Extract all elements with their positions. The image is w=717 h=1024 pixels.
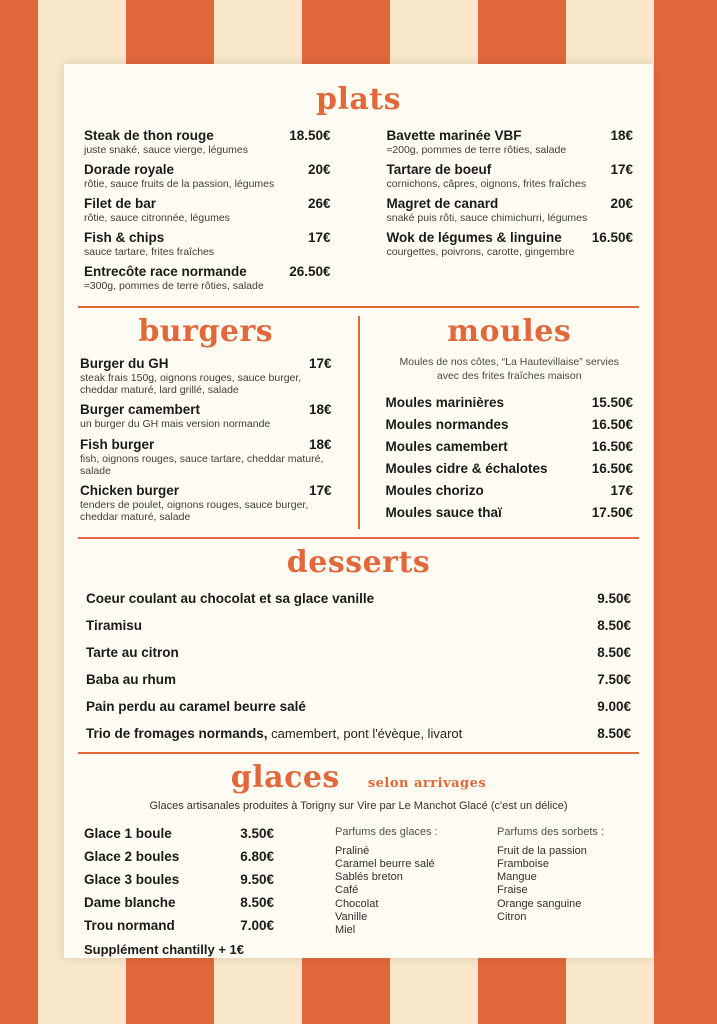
glaces-header <box>64 762 653 794</box>
item-name: Dorade royale <box>84 161 175 177</box>
item-price: 7.50€ <box>597 672 631 688</box>
menu-item <box>84 895 274 910</box>
menu-item <box>80 402 332 430</box>
plats-title: plats <box>315 82 402 117</box>
item-price: 26.50€ <box>289 263 331 279</box>
flavor-item: Orange sanguine <box>497 897 582 910</box>
item-name: Tartare de boeuf <box>386 161 492 177</box>
item-name: Entrecôte race normande <box>84 263 247 279</box>
menu-item <box>86 644 631 662</box>
item-price: 17€ <box>308 356 332 372</box>
item-name-wrap <box>86 590 374 608</box>
item-price: 8.50€ <box>597 726 631 742</box>
glaces-intro: Glaces artisanales produites à Torigny sur Vire par Le Manchot Glacé (c'est un délice) <box>149 799 568 812</box>
item-price: 16.50€ <box>591 460 633 476</box>
item-price: 6.80€ <box>240 848 274 864</box>
flavor-item: Praliné <box>335 844 370 857</box>
item-name: Glace 1 boule <box>84 825 172 841</box>
item-name: Filet de bar <box>84 195 157 211</box>
menu-item <box>386 439 634 454</box>
item-price: 20€ <box>610 195 633 211</box>
item-price: 9.50€ <box>240 871 274 887</box>
item-price: 17€ <box>610 161 633 177</box>
item-price: 17€ <box>307 229 331 245</box>
menu-item <box>387 128 634 156</box>
item-desc: juste snaké, sauce vierge, légumes <box>84 143 249 156</box>
menu-item <box>387 230 634 258</box>
flavor-item: Mangue <box>497 871 537 884</box>
item-name: Wok de légumes & linguine <box>386 229 562 245</box>
item-desc: courgettes, poivrons, carotte, gingembre <box>386 245 575 258</box>
flavor-item: Sablés breton <box>335 871 403 884</box>
item-name: Chicken burger <box>80 482 180 498</box>
menu-item <box>386 395 634 410</box>
flavor-item: Chocolat <box>335 897 379 910</box>
glaces-price-column <box>84 826 335 957</box>
glaces-title: glaces <box>230 760 340 796</box>
flavor-item: Caramel beurre salé <box>335 857 435 870</box>
item-name: Moules sauce thaï <box>385 504 502 520</box>
item-name-wrap <box>86 644 179 662</box>
menu-item <box>80 437 332 477</box>
item-name-wrap <box>86 671 176 689</box>
menu-item <box>84 264 331 292</box>
section-divider <box>78 752 639 754</box>
item-desc: snaké puis rôti, sauce chimichurri, légumes <box>386 211 588 224</box>
menu-item <box>386 505 634 520</box>
menu-item <box>84 826 274 841</box>
item-name: Baba au rhum <box>86 672 177 688</box>
chantilly-supplement: Supplément chantilly + 1€ <box>84 941 245 957</box>
glace-flavors-column <box>335 826 497 957</box>
item-name: Trio de fromages normands, <box>86 726 268 742</box>
menu-item <box>80 483 332 523</box>
menu-item <box>84 128 331 156</box>
item-name: Moules marinières <box>385 394 505 410</box>
desserts-list <box>64 590 653 743</box>
item-price: 18.50€ <box>289 127 331 143</box>
menu-item <box>387 196 634 224</box>
item-price: 20€ <box>307 161 331 177</box>
menu-item <box>86 590 631 608</box>
item-price: 17€ <box>308 482 332 498</box>
item-name: Bavette marinée VBF <box>386 127 522 143</box>
item-name: Moules normandes <box>385 416 509 432</box>
item-price: 18€ <box>308 436 332 452</box>
item-desc: cornichons, câpres, oignons, frites fraîches <box>386 177 587 190</box>
sorbet-flavors-column <box>497 826 633 957</box>
glaces-columns <box>64 826 653 957</box>
desserts-title: desserts <box>286 544 431 580</box>
item-price: 16.50€ <box>591 438 633 454</box>
moules-intro: Moules de nos côtes, “La Hautevillaise” servies avec des frites fraîches maison <box>399 356 619 382</box>
flavor-item: Vanille <box>335 910 368 923</box>
flavor-item: Café <box>335 884 359 897</box>
item-desc: tenders de poulet, oignons rouges, sauce burger, cheddar maturé, salade <box>80 498 309 523</box>
item-price: 9.50€ <box>597 591 631 607</box>
item-name: Burger du GH <box>80 356 169 372</box>
item-desc: rôtie, sauce citronnée, légumes <box>84 211 230 224</box>
menu-card <box>64 64 653 958</box>
section-burgers <box>64 313 358 529</box>
plats-column-right <box>387 128 634 298</box>
item-price: 8.50€ <box>597 618 631 634</box>
section-divider <box>78 306 639 308</box>
item-price: 8.50€ <box>240 894 274 910</box>
item-name: Tiramisu <box>86 618 143 634</box>
glaces-availability-tag: selon arrivages <box>367 776 487 792</box>
menu-item <box>84 196 331 224</box>
flavor-item: Miel <box>335 923 356 936</box>
menu-item <box>84 918 274 933</box>
plats-column-left <box>84 128 331 298</box>
section-glaces <box>64 762 653 957</box>
item-name: Glace 3 boules <box>84 871 180 887</box>
item-desc: sauce tartare, frites fraîches <box>84 245 215 258</box>
menu-item <box>86 725 631 743</box>
item-name-wrap <box>86 617 142 635</box>
menu-item <box>86 698 631 716</box>
item-desc: camembert, pont l'évèque, livarot <box>267 726 463 742</box>
section-desserts <box>64 544 653 744</box>
item-name-wrap <box>86 725 462 743</box>
menu-item <box>387 162 634 190</box>
item-name: Magret de canard <box>386 195 499 211</box>
menu-item <box>386 483 634 498</box>
item-desc: ≈300g, pommes de terre rôties, salade <box>84 279 264 292</box>
item-name: Steak de thon rouge <box>84 127 214 143</box>
item-price: 17.50€ <box>591 504 633 520</box>
item-price: 3.50€ <box>240 825 274 841</box>
flavor-item: Fraise <box>497 884 528 897</box>
moules-title: moules <box>447 313 572 349</box>
item-price: 26€ <box>307 195 331 211</box>
item-name: Moules camembert <box>385 438 508 454</box>
item-desc: fish, oignons rouges, sauce tartare, cheddar maturé, salade <box>80 452 324 477</box>
menu-item <box>84 872 274 887</box>
item-price: 8.50€ <box>597 645 631 661</box>
flavor-item: Citron <box>497 910 527 923</box>
item-price: 18€ <box>610 127 633 143</box>
item-price: 9.00€ <box>597 699 631 715</box>
glace-flavors-header: Parfums des glaces : <box>335 825 438 838</box>
item-name: Glace 2 boules <box>84 848 180 864</box>
menu-item <box>84 230 331 258</box>
item-name: Trou normand <box>84 917 175 933</box>
item-name: Moules chorizo <box>385 482 484 498</box>
item-price: 15.50€ <box>591 394 633 410</box>
item-name: Moules cidre & échalotes <box>385 460 548 476</box>
section-burgers-moules <box>64 313 653 529</box>
section-divider <box>78 537 639 539</box>
item-price: 18€ <box>308 402 332 418</box>
menu-item <box>86 617 631 635</box>
item-name: Dame blanche <box>84 894 176 910</box>
menu-item <box>80 356 332 396</box>
item-desc: un burger du GH mais version normande <box>80 418 271 431</box>
sorbet-flavors-list <box>497 845 633 924</box>
item-name-wrap <box>86 698 306 716</box>
menu-item <box>84 849 274 864</box>
item-desc: steak frais 150g, oignons rouges, sauce burger, cheddar maturé, lard grillé, salade <box>80 372 302 397</box>
item-desc: ≈200g, pommes de terre rôties, salade <box>386 143 567 156</box>
item-price: 16.50€ <box>591 416 633 432</box>
item-price: 16.50€ <box>591 229 633 245</box>
menu-item <box>86 671 631 689</box>
menu-item <box>386 417 634 432</box>
flavor-item: Framboise <box>497 857 549 870</box>
menu-item <box>84 162 331 190</box>
item-price: 17€ <box>610 482 633 498</box>
item-name: Burger camembert <box>80 402 201 418</box>
sorbet-flavors-header: Parfums des sorbets : <box>497 825 604 838</box>
menu-item <box>386 461 634 476</box>
item-name: Tarte au citron <box>86 645 179 661</box>
item-price: 7.00€ <box>240 917 274 933</box>
item-name: Fish & chips <box>84 229 165 245</box>
item-name: Fish burger <box>80 436 155 452</box>
plats-columns <box>64 128 653 298</box>
glace-flavors-list <box>335 845 497 937</box>
section-plats <box>64 84 653 298</box>
item-name: Coeur coulant au chocolat et sa glace vanille <box>86 591 375 607</box>
section-moules <box>360 313 654 529</box>
item-desc: rôtie, sauce fruits de la passion, légumes <box>84 177 275 190</box>
burgers-title: burgers <box>138 313 274 349</box>
item-name: Pain perdu au caramel beurre salé <box>86 699 306 715</box>
flavor-item: Fruit de la passion <box>497 844 587 857</box>
